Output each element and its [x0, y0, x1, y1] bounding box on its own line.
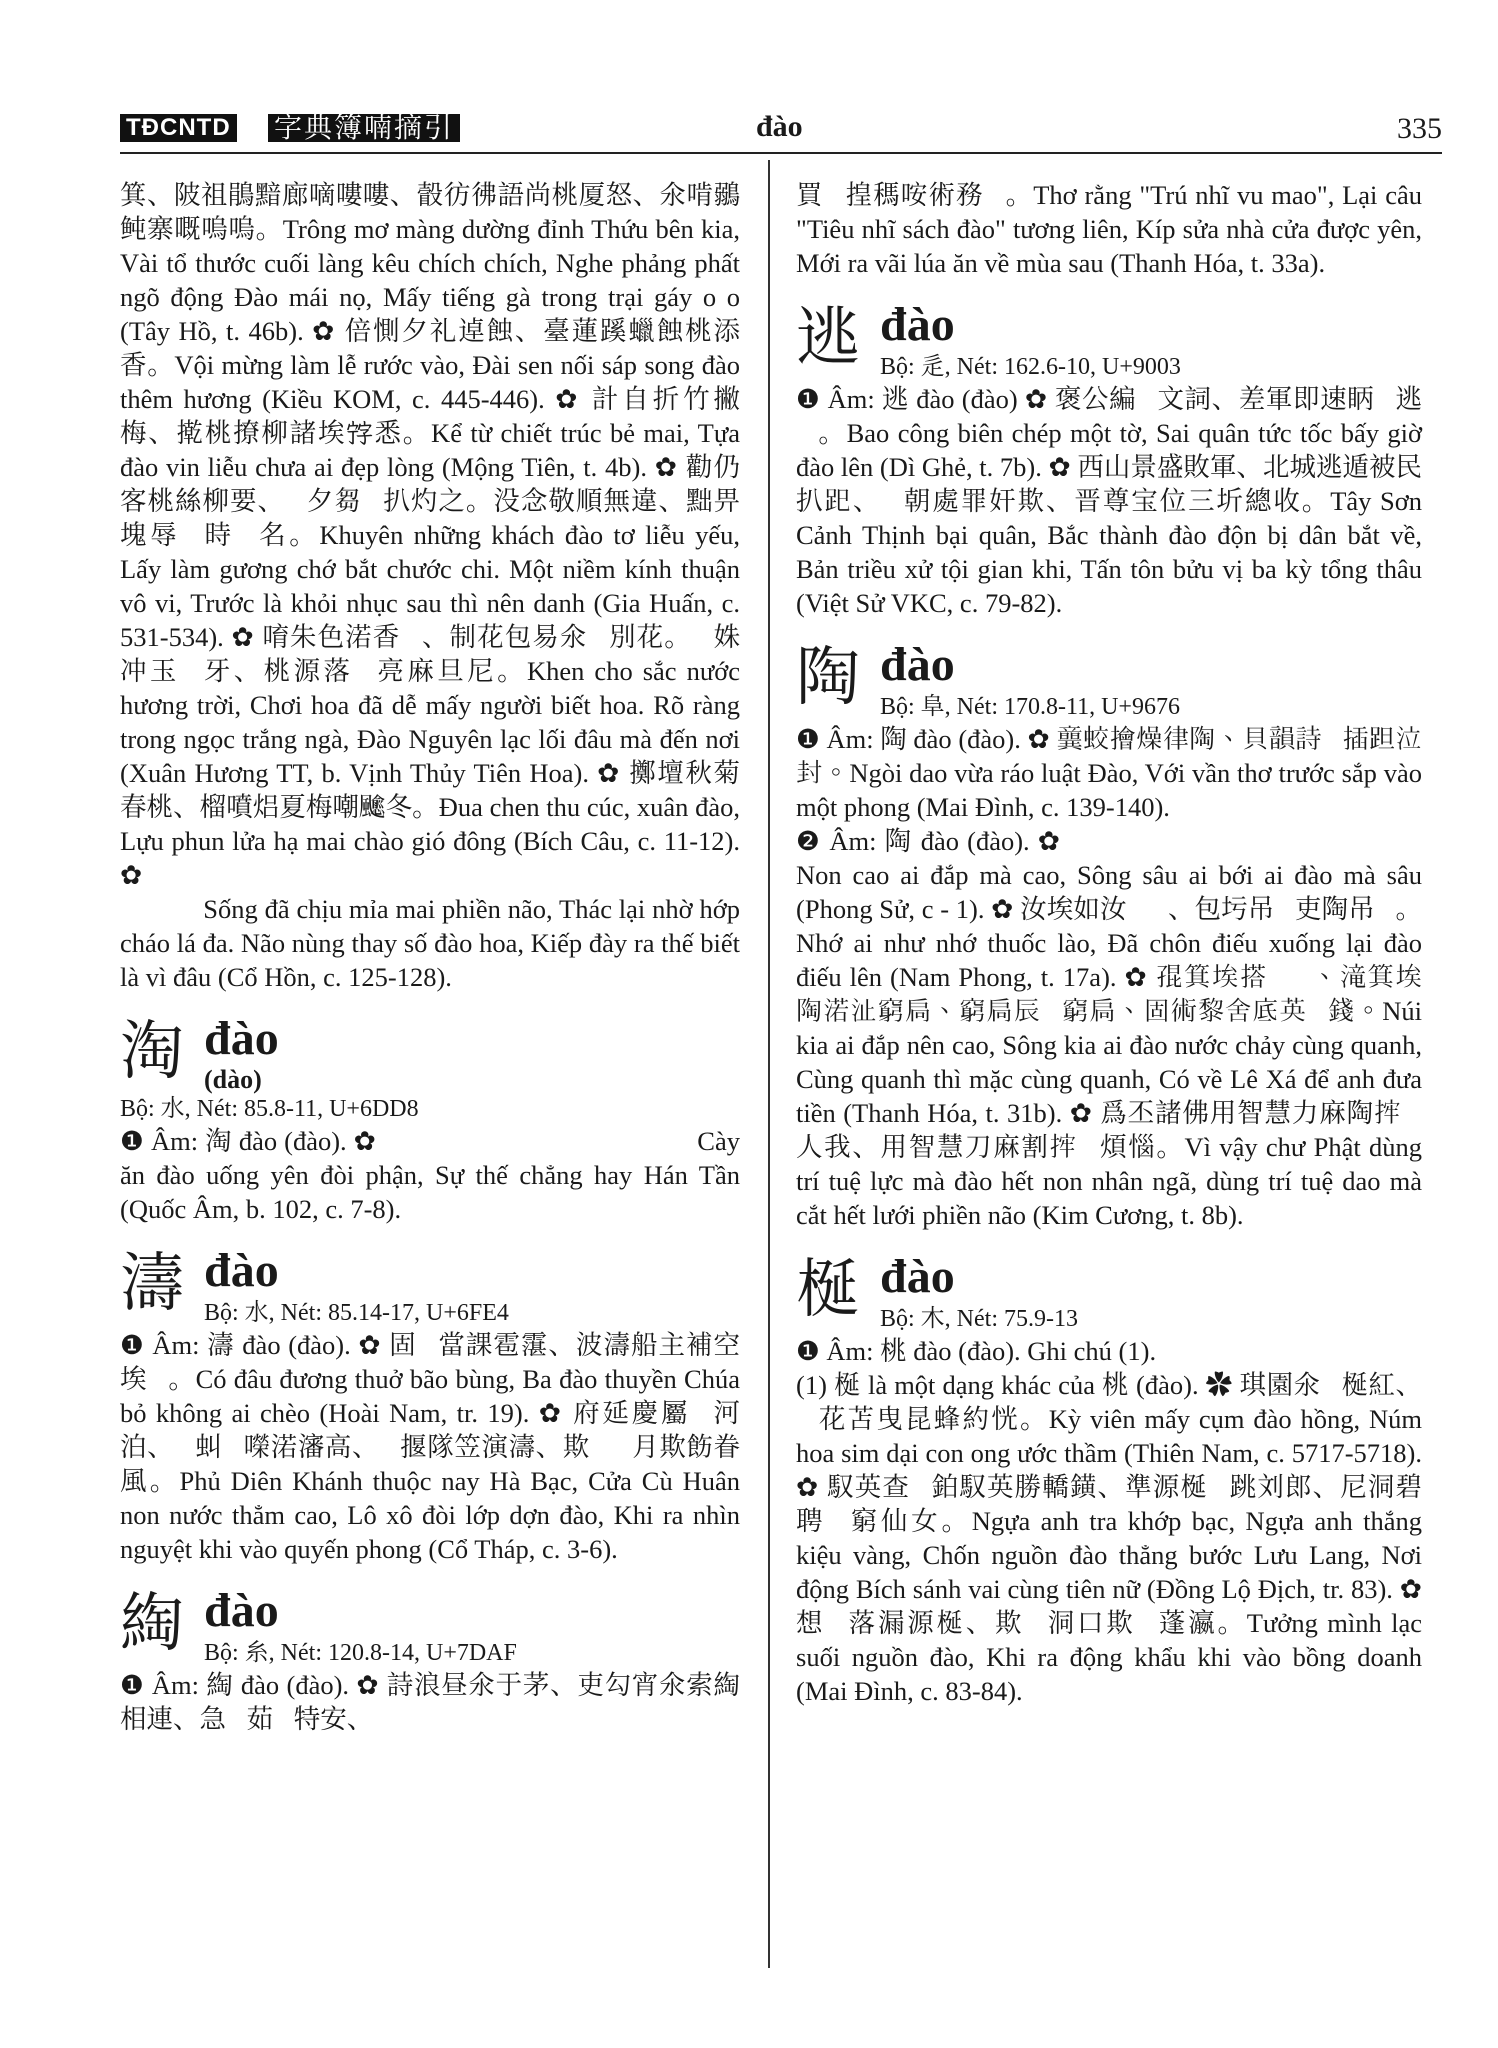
continued-paragraph: 買𦋦揘𥡗咹術務𢽼。Thơ rằng "Trú nhĩ vu mao", Lại câu "Tiêu nhĩ sách đào" tương liên, Kíp sửa nhà cửa được yên, Mới ra vãi lúa ăn về mùa sau (Thanh Hóa, t. 33a).: [796, 180, 1422, 278]
entry-metadata: Bộ: 辵, Nét: 162.6-10, U+9003: [880, 354, 1181, 380]
entry-tao-rope: [120, 1584, 740, 1736]
entry-metadata: Bộ: 糸, Nét: 120.8-14, U+7DAF: [204, 1640, 517, 1666]
entry-headword: đào: [880, 298, 955, 351]
entry-character: 綯: [120, 1587, 184, 1661]
right-column: [796, 178, 1422, 1708]
running-head: đào: [756, 110, 803, 143]
entry-tao-water: [120, 1012, 740, 1226]
page-header: [120, 108, 1442, 152]
entry-character: 陶: [796, 641, 860, 715]
page-number: 335: [1397, 112, 1442, 145]
entry-body-sense-1: ❶ Âm: 桃 đào (đào). Ghi chú (1).: [796, 1336, 1157, 1366]
left-column: [120, 178, 740, 1736]
entry-note: (1) 梴 là một dạng khác của 桃 (đào). ✿ 琪園氽𢌌梴紅、𦹵花苫曳昆蜂約恍。Kỳ viên mấy cụm đào hồng, Núm hoa sim dại con ong ước thầm (Thiên Nam, c. 5717-5718). ✿ 馭英查𨫊鉑馭英勝轎鐄、準源梴𣵶跳刘郎、尼洞碧聘𦀊窮仙女。Ngựa anh tra khớp bạc, Ngựa anh thắng kiệu vàng, Chốn nguồn đào thẳng bước Lưu Lang, Nơi động Bích sánh vai cùng tiên nữ (Đồng Lộ Địch, tr. 83). ✿ 想𨉟落漏源梴、欺𦋦洞口欺𨀏蓬瀛。Tưởng mình lạc suối nguồn đào, Khi ra động khẩu khi vào bồng doanh (Mai Đình, c. 83-84).: [796, 1370, 1422, 1706]
entry-character: 逃: [796, 301, 860, 375]
entry-reading: (dào): [204, 1065, 262, 1094]
continued-paragraph: 箕、陂祖鵑黯廊嘀嘍嘍、瞉彷彿語尚桃厦怒、氽啃鶸鲀寨嘅嗚嗚。Trông mơ màng dường đỉnh Thứu bên kia, Vài tổ thước cuối làng kêu chích chích, Nghe phảng phất ngõ động Đào mái nọ, Mấy tiếng gà trong trại gáy o o (Tây Hồ, t. 46b). ✿ 倍惻夕礼逴蝕、臺蓮蹊蠟蝕桃添香。Vội mừng làm lễ rước vào, Đài sen nối sáp song đào thêm hương (Kiều KOM, c. 445-446). ✿ 計自折竹撇梅、㨴桃撩柳諸埃𡨸悉。Kể từ chiết trúc bẻ mai, Tựa đào vin liễu chưa ai đẹp lòng (Mộng Tiên, t. 4b). ✿ 勸仍客桃絲柳要、𥚄夕芻𦃃扒灼之。没念敬順無違、黜畀塊辱𪛋時𨫊名。Khuyên những khách đào tơ liễu yếu, Lấy làm gương chớ bắt chước chi. Một niềm kính thuận vô vi, Trước là khỏi nhục sau thì nên danh (Gia Huấn, c. 531-534). ✿ 唷朱色渃香𡗶、制花包易氽𢀨別花。𤇊姝冲玉𣎃牙、桃源落𨀈亮麻旦尼。Khen cho sắc nước hương trời, Chơi hoa đã dễ mấy người biết hoa. Rõ ràng trong ngọc trắng ngà, Đào Nguyên lạc lối đâu mà đến nơi (Xuân Hương TT, b. Vịnh Thủy Tiên Hoa). ✿ 擲壇秋菊春桃、榴噴焒夏梅嘲𩙍冬。Đua chen thu cúc, xuân đào, Lựu phun lửa hạ mai chào gió đông (Bích Câu, c. 11-12). ✿ 𤯨包𥚇𪀇枚煩惱、托吏恤哈粿𦹵多、惱濃台效桃花、劫苔𦋦世別𡗉爲兜。Sống đã chịu mỉa mai phiền não, Thác lại nhờ hớp cháo lá đa. Não nùng thay số đào hoa, Kiếp đày ra thế biết là vì đâu (Cổ Hồn, c. 125-128).: [120, 180, 740, 992]
entry-headword: đào: [204, 1012, 279, 1065]
entry-metadata: Bộ: 水, Nét: 85.8-11, U+6DD8: [120, 1096, 419, 1122]
entry-character: 梴: [796, 1253, 860, 1327]
entry-headword: đào: [880, 638, 955, 691]
publisher-logo: TĐCNTD: [120, 114, 237, 142]
entry-body: ❶ Âm: 綯 đào (đào). ✿ 詩浪昼氽于茅、吏勾宵氽索綯相連、急𢷀茹𤀏特安、: [120, 1670, 740, 1734]
entry-dao-flee: [796, 298, 1422, 620]
entry-character: 淘: [120, 1015, 184, 1089]
entry-metadata: Bộ: 阜, Nét: 170.8-11, U+9676: [880, 694, 1180, 720]
entry-headword: đào: [204, 1584, 279, 1637]
entry-metadata: Bộ: 水, Nét: 85.14-17, U+6FE4: [204, 1300, 509, 1326]
dictionary-logo: 字典簿喃摘引: [268, 114, 460, 142]
entry-dao-peach-variant: [796, 1250, 1422, 1708]
column-divider: [768, 160, 770, 1968]
entry-body: ❶ Âm: 逃 đào (đào) ✿ 褒公編𢩽文詞、差軍即速眪𣇞逃𨖲。Bao công biên chép một tờ, Sai quân tức tốc bấy giờ đào lên (Dì Ghẻ, t. 7b). ✿ 西山景盛敗軍、北城逃遁被民扒𧿆、𡗶朝處罪奸欺、晋尊宝位三圻總收。Tây Sơn Cảnh Thịnh bại quân, Bắc thành đào độn bị dân bắt về, Bản triều xử tội gian khi, Tấn tôn bửu vị ba kỳ tổng thâu (Việt Sử VKC, c. 79-82).: [796, 384, 1422, 618]
entry-headword: đào: [880, 1250, 955, 1303]
entry-dao-pottery: [796, 638, 1422, 1232]
header-rule: [120, 152, 1442, 154]
entry-character: 濤: [120, 1247, 184, 1321]
entry-headword: đào: [204, 1244, 279, 1297]
entry-tao-waves: [120, 1244, 740, 1566]
entry-body-sense-1: ❶ Âm: 陶 đào (đào). ✿ 𥫈蛟𢶒燥律陶、貝韻詩𨖲插𨀏泣封。Ngòi dao vừa ráo luật Đào, Với vần thơ trước sắp vào một phong (Mai Đình, c. 139-140).: [796, 724, 1422, 822]
entry-body-sense-2: ❷ Âm: 陶 đào (đào). ✿ 𡽫高埃塔𧿨高、滝𣴙埃擺埃陶𧿨𣴙。Non cao ai đắp mà cao, Sông sâu ai bới ai đào mà sâu (Phong Sử, c - 1). ✿ 汝埃如汝𧁷𡨹、包圬吊𤕟吏陶吊𨖲。Nhớ ai như nhớ thuốc lào, Đã chôn điếu xuống lại đào điếu lên (Nam Phong, t. 17a). ✿ 𡥵箕埃搭𨁪𩫛、滝箕埃陶渃沚窮扃、窮扃辰𡗋窮扃、固術黎舍底英𨀈錢。Núi kia ai đắp nên cao, Sông kia ai đào nước chảy cùng quanh, Cùng quanh thì mặc cùng quanh, Có về Lê Xá để anh đưa tiền (Thanh Hóa, t. 31b). ✿ 爲丕諸佛用智慧力麻陶𢭂𡽫人我、用智慧刀麻割𢭂𦀊煩惱。Vì vậy chư Phật dùng trí tuệ lực mà đào hết non nhân ngã, dùng trí tuệ dao mà cắt hết lưới phiền não (Kim Cương, t. 8b).: [796, 826, 1422, 1230]
entry-body: ❶ Âm: 淘 đào (đào). ✿ 𥟉咹淘旺安隊分、事世拯咍漢秦。Cày ăn đào uống yên đòi phận, Sự thế chẳng hay Hán Tần (Quốc Âm, b. 102, c. 7-8).: [120, 1126, 740, 1224]
entry-body: ❶ Âm: 濤 đào (đào). ✿ 固𦹳當課雹霮、波濤船主補空埃𣵶。Có đâu đương thuở bão bùng, Ba đào thuyền Chúa bỏ không ai chèo (Hoài Nam, tr. 19). ✿ 府延慶屬𣃣河泊、𤀏虯𪓇㘇渃瀋高、𢩮揠隊笠演濤、欺𦋦𧡊月欺飭眷風。Phủ Diên Khánh thuộc nay Hà Bạc, Cửa Cù Huân non nước thẳm cao, Lô xô đòi lớp dợn đào, Khi ra nhìn nguyệt khi vào quyến phong (Cổ Tháp, c. 3-6).: [120, 1330, 740, 1564]
entry-metadata: Bộ: 木, Nét: 75.9-13: [880, 1306, 1078, 1332]
